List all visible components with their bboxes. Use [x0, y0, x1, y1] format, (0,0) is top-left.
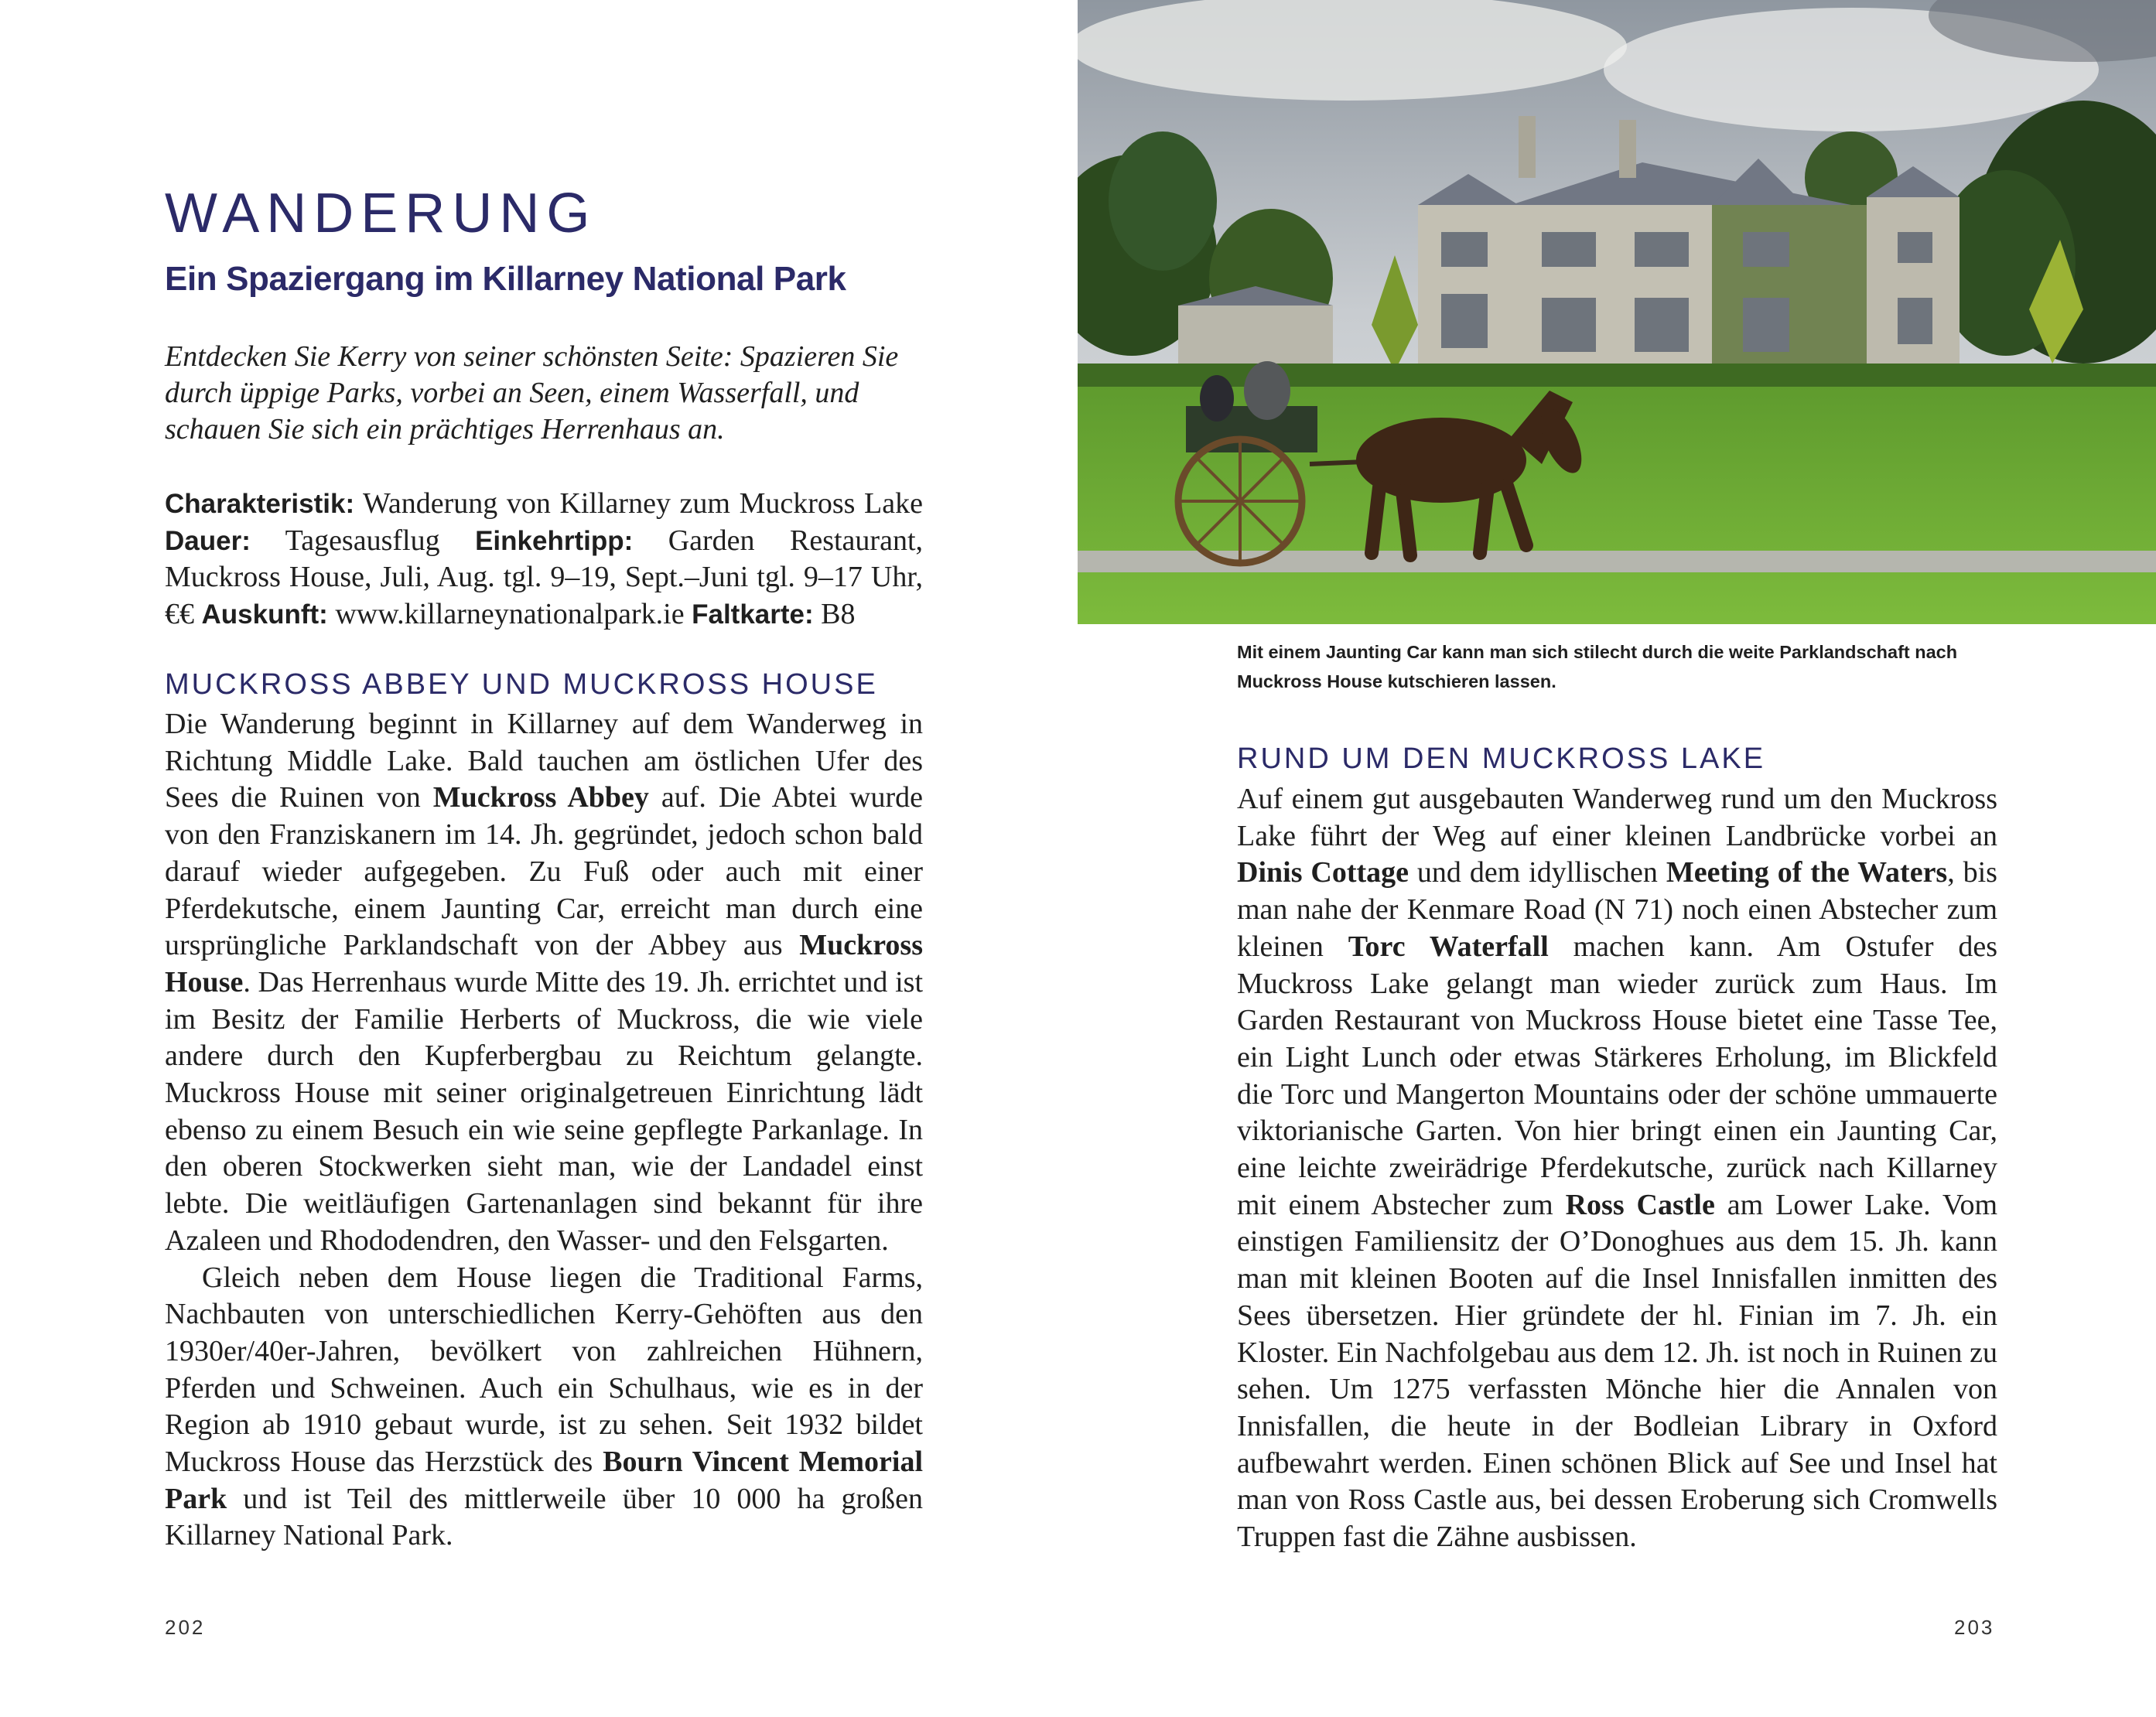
photo-muckross-house [1078, 0, 2156, 624]
passenger [1200, 375, 1234, 422]
bold-term: Muckross House [165, 929, 923, 998]
fact-value-charakteristik: Wanderung von Killarney zum Muckross Lake [354, 487, 923, 520]
chimney [1519, 116, 1536, 178]
house-wing [1178, 306, 1333, 367]
fact-label-faltkarte: Faltkarte: [692, 599, 814, 630]
fact-value-faltkarte: B8 [813, 597, 856, 630]
text-run: am Lower Lake. Vom einstigen Familiensitz der O’Donoghues aus dem 15. Jh. kann man mit kleinen Booten auf die Insel Innisfallen inmitten des Sees übersetzen. Hier gründete der hl. Finian im 7. Jh. ein Kloster. Ein Nachfolgebau aus dem 12. Jh. ist noch in Ruinen zu sehen. Um 1275 verfassten Mönche hier die Annalen von Innisfallen, die heute in der Bodleian Library in Oxford aufbewahrt werden. Einen schönen Blick auf See und Insel hat man von Ross Castle aus, bei dessen Eroberung sich Cromwells Truppen fast die Zähne ausbissen. [1237, 1188, 1998, 1554]
photo-caption: Mit einem Jaunting Car kann man sich stilecht durch die weite Parklandschaft nach Muckross House kutschieren lassen. [1237, 642, 1958, 691]
text-run: auf. Die Abtei wurde von den Franziskanern im 14. Jh. gegründet, jedoch schon bald darauf wieder aufgegeben. Zu Fuß oder auch mit einer Pferdekutsche, einem Jaunting Car, erreicht man durch eine ursprüngliche Parklandschaft von der Abbey aus [165, 781, 923, 962]
page-number-left: 202 [165, 1616, 206, 1639]
text-run: Auf einem gut ausgebauten Wanderweg rund um den Muckross Lake führt der Weg auf einer kleinen Landbrücke vorbei an [1237, 783, 1997, 852]
bold-term: Torc Waterfall [1348, 930, 1549, 963]
text-run: und dem idyllischen [1409, 856, 1666, 889]
bold-term: Dinis Cottage [1237, 856, 1409, 889]
right-page [1078, 0, 2156, 1717]
fact-value-dauer: Tagesausflug [250, 524, 476, 557]
bold-term: Meeting of the Waters [1666, 856, 1948, 889]
section-heading-muckross-lake: RUND UM DEN MUCKROSS LAKE [1237, 742, 1766, 775]
bold-term: Bourn Vincent Memorial Park [165, 1446, 923, 1515]
text-run: und ist Teil des mittlerweile über 10 000 ha großen Killarney National Park. [165, 1482, 923, 1552]
text-run: machen kann. Am Ostufer des Muckross Lake gelangt man wieder zurück zum Haus. Im Garden Restaurant von Muckross House bietet eine Tasse Tee, ein Light Lunch oder etwas Stärkeres Erholung, im Blickfeld die Torc und Mangerton Mountains oder der schöne ummauerte viktorianische Garten. Von hier bringt einen ein Jaunting Car, eine leichte zweirädrige Pferdekutsche, zurück nach Killarney mit einem Abstecher zum [1237, 930, 1997, 1221]
lead-paragraph: Entdecken Sie Kerry von seiner schönsten Seite: Spazieren Sie durch üppige Parks, vorbei an Seen, einem Wasserfall, und schauen Sie sich ein prächtiges Herrenhaus an. [165, 340, 899, 445]
fact-label-dauer: Dauer: [165, 525, 251, 556]
photo-illustration [1078, 0, 2156, 624]
section-heading-muckross-abbey: MUCKROSS ABBEY UND MUCKROSS HOUSE [165, 668, 878, 701]
body-paragraph [165, 706, 923, 1260]
facts-box [165, 486, 923, 633]
wheel-spokes [1178, 439, 1302, 563]
fact-value-auskunft: www.killarneynationalpark.ie [327, 597, 692, 630]
body-paragraph [1237, 781, 1997, 1556]
text-run: Gleich neben dem House liegen die Traditional Farms, Nachbauten von unterschiedlichen Kerry-Gehöften aus den 1930er/40er-Jahren, bevölkert von zahlreichen Hühnern, Pferden und Schweinen. Auch ein Schulhaus, wie es in der Region ab 1910 gebaut wurde, ist zu sehen. Seit 1932 bildet Muckross House das Herzstück des [165, 1261, 923, 1479]
fact-label-charakteristik: Charakteristik: [165, 489, 355, 519]
page-number-right: 203 [1954, 1616, 1995, 1639]
page-title: Ein Spaziergang im Killarney National Park [165, 260, 846, 298]
chimney [1619, 120, 1636, 178]
text-run: . Das Herrenhaus wurde Mitte des 19. Jh. errichtet und ist im Besitz der Familie Herberts of Muckross, die wie viele andere durch den Kupferbergbau zu Reichtum gelangte. Muckross House mit seiner originalgetreuen Einrichtung lädt ebenso zu einem Besuch ein wie seine gepflegte Parkanlage. In den oberen Stockwerken sieht man, wie der Landadel einst lebte. Die weitläufigen Gartenanlagen sind bekannt für ihre Azaleen und Rhododendren, den Wasser- und den Felsgarten. [165, 965, 923, 1257]
text-run: , bis man nahe der Kenmare Road (N 71) noch einen Abstecher zum kleinen [1237, 856, 1997, 963]
fact-label-einkehrtipp: Einkehrtipp: [475, 525, 634, 556]
tree [1109, 131, 1217, 271]
fact-label-auskunft: Auskunft: [201, 599, 328, 630]
body-paragraph [165, 1260, 923, 1555]
left-body-text [165, 706, 923, 1555]
bold-term: Muckross Abbey [432, 781, 649, 814]
right-body-text [1237, 781, 1997, 1556]
fact-value-einkehrtipp: Garden Restaurant, Muckross House, Juli, Aug. tgl. 9–19, Sept.–Juni tgl. 9–17 Uhr, €€ [165, 524, 923, 630]
driver [1244, 361, 1290, 420]
bold-term: Ross Castle [1565, 1188, 1715, 1221]
text-run: Die Wanderung beginnt in Killarney auf dem Wanderweg in Richtung Middle Lake. Bald tauchen am östlichen Ufer des Sees die Ruinen von [165, 708, 923, 814]
section-kicker: WANDERUNG [165, 183, 597, 244]
